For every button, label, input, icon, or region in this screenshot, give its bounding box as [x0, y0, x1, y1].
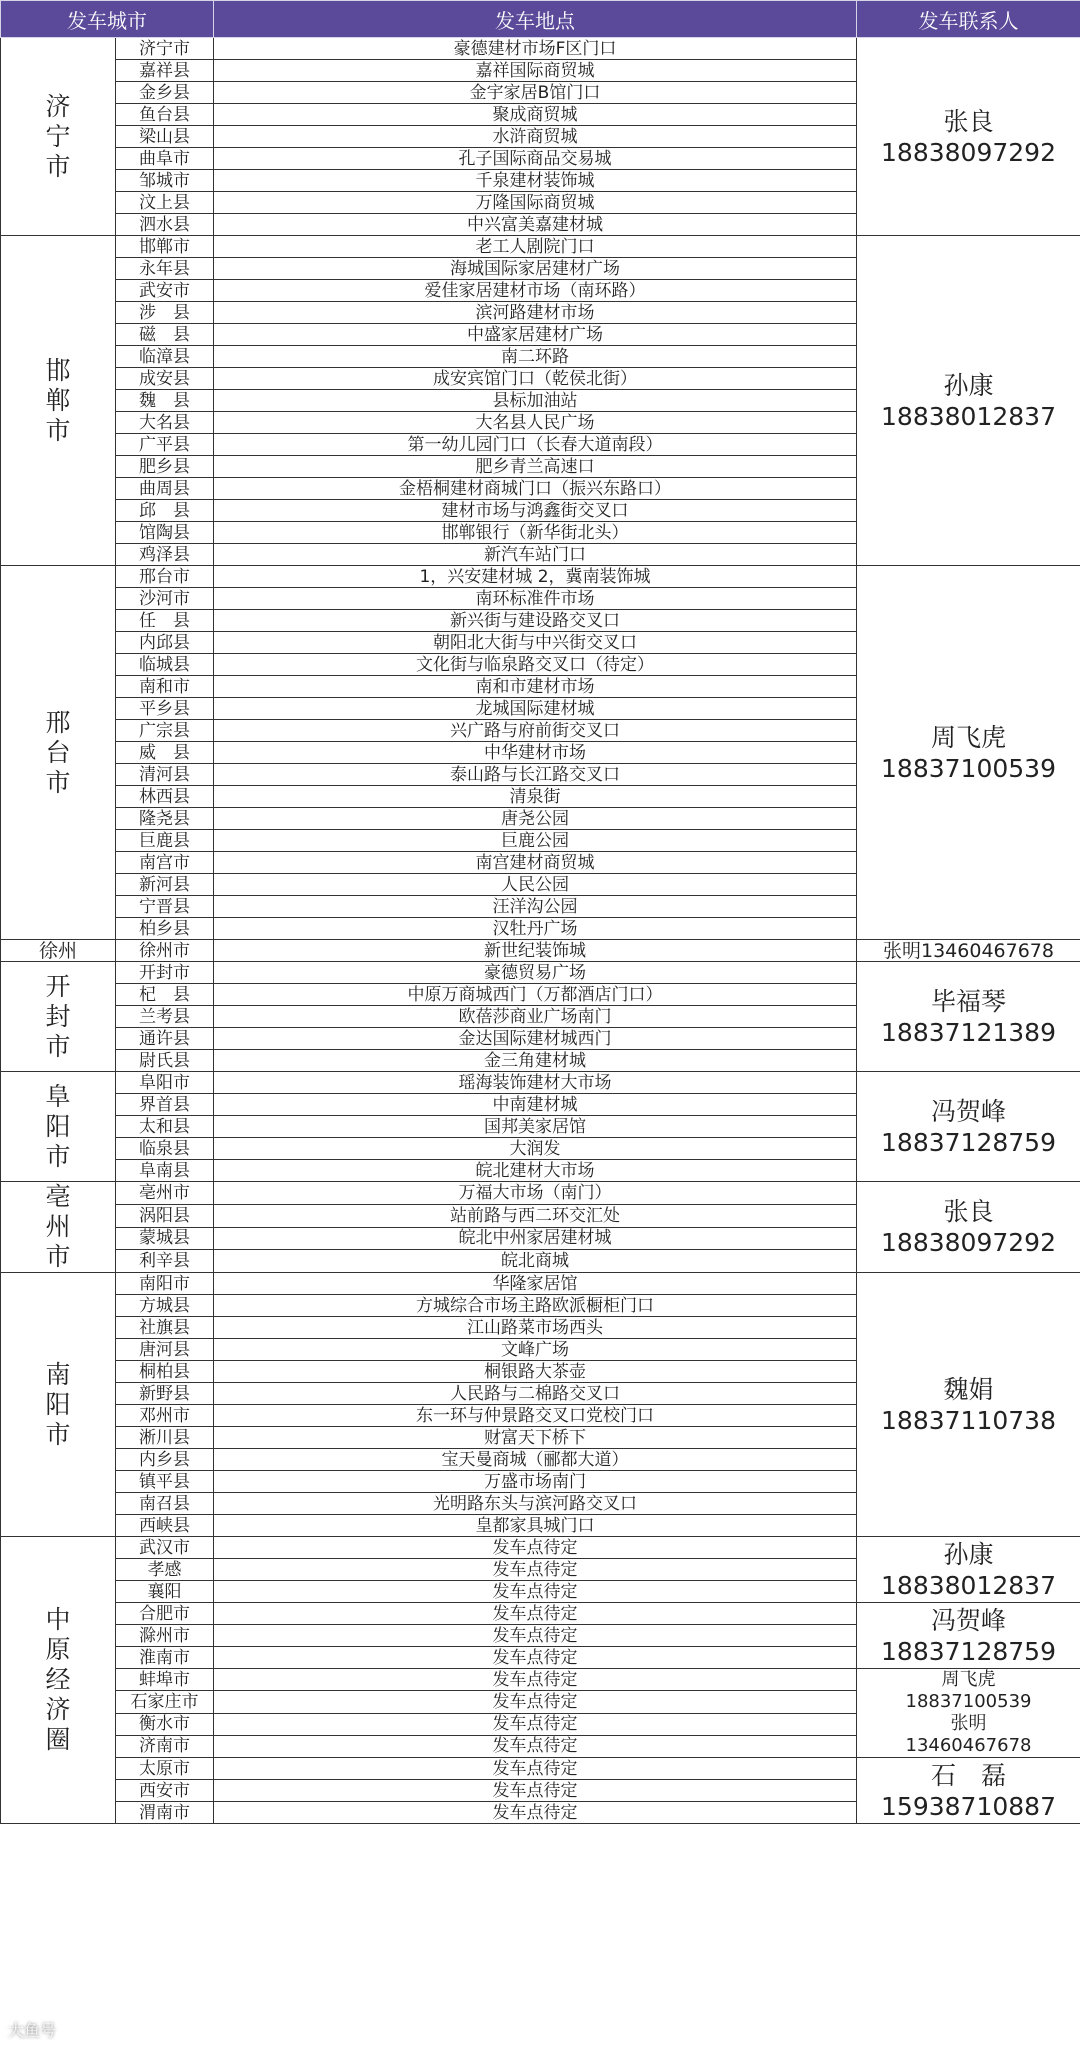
location-cell: 金宇家居B馆门口 [214, 82, 857, 104]
location-cell: 皖北建材大市场 [214, 1160, 857, 1182]
city-cell: 临泉县 [116, 1138, 214, 1160]
contact-phone: 18837128759 [881, 1636, 1056, 1666]
contact-cell [857, 1072, 1080, 1182]
contact-cell [857, 236, 1080, 566]
region-label: 亳州市 [45, 1182, 71, 1271]
location-cell: 聚成商贸城 [214, 104, 857, 126]
location-cell: 发车点待定 [214, 1581, 857, 1603]
city-cell: 邱 县 [116, 500, 214, 522]
location-cell: 中兴富美嘉建材城 [214, 214, 857, 236]
contact-name: 孙康 [943, 370, 994, 400]
contact-phone: 18837100539 [881, 753, 1056, 783]
region-label: 阜阳市 [45, 1081, 71, 1171]
location-cell: 金达国际建材城西门 [214, 1028, 857, 1050]
city-cell: 镇平县 [116, 1471, 214, 1493]
watermark: 大鱼号 [8, 2021, 57, 2040]
location-cell: 发车点待定 [214, 1669, 857, 1691]
location-cell: 第一幼儿园门口（长春大道南段） [214, 434, 857, 456]
contact-phone: 18838012837 [881, 1570, 1056, 1600]
city-cell: 金乡县 [116, 82, 214, 104]
region-cell [1, 1182, 116, 1273]
location-cell: 发车点待定 [214, 1625, 857, 1647]
city-cell: 磁 县 [116, 324, 214, 346]
city-cell: 邯郸市 [116, 236, 214, 258]
city-cell: 亳州市 [116, 1182, 214, 1205]
location-cell: 南环标准件市场 [214, 588, 857, 610]
contact-phone: 13460467678 [905, 1735, 1032, 1756]
contact-name: 周飞虎 [930, 722, 1006, 752]
city-cell: 兰考县 [116, 1006, 214, 1028]
location-cell: 中华建材市场 [214, 742, 857, 764]
city-cell: 方城县 [116, 1295, 214, 1317]
header-contact: 发车联系人 [857, 1, 1080, 38]
contact-name: 张良 [943, 1197, 994, 1226]
city-cell: 武安市 [116, 280, 214, 302]
location-cell: 清泉街 [214, 786, 857, 808]
city-cell: 临漳县 [116, 346, 214, 368]
region-label: 邢台市 [45, 707, 71, 797]
city-cell: 南宫市 [116, 852, 214, 874]
city-cell: 林西县 [116, 786, 214, 808]
location-cell: 文化街与临泉路交叉口（待定） [214, 654, 857, 676]
contact-name: 石 磊 [930, 1760, 1006, 1790]
location-cell: 千泉建材装饰城 [214, 170, 857, 192]
city-cell: 唐河县 [116, 1339, 214, 1361]
city-cell: 肥乡县 [116, 456, 214, 478]
location-cell: 1，兴安建材城 2，冀南装饰城 [214, 566, 857, 588]
region-cell [1, 236, 116, 566]
city-cell: 衡水市 [116, 1713, 214, 1735]
city-cell: 渭南市 [116, 1802, 214, 1824]
city-cell: 汶上县 [116, 192, 214, 214]
location-cell: 新世纪装饰城 [214, 940, 857, 962]
location-cell: 国邦美家居馆 [214, 1116, 857, 1138]
location-cell: 爱佳家居建材市场（南环路） [214, 280, 857, 302]
location-cell: 中原万商城西门（万都酒店门口） [214, 984, 857, 1006]
city-cell: 西安市 [116, 1780, 214, 1802]
city-cell: 泗水县 [116, 214, 214, 236]
contact-name: 张明 [950, 1713, 987, 1734]
city-cell: 邓州市 [116, 1405, 214, 1427]
city-cell: 淅川县 [116, 1427, 214, 1449]
city-cell: 孝感 [116, 1559, 214, 1581]
city-cell: 曲周县 [116, 478, 214, 500]
city-cell: 广宗县 [116, 720, 214, 742]
location-cell: 水浒商贸城 [214, 126, 857, 148]
city-cell: 武汉市 [116, 1537, 214, 1559]
location-cell: 县标加油站 [214, 390, 857, 412]
header-city: 发车城市 [1, 1, 214, 38]
city-cell: 曲阜市 [116, 148, 214, 170]
city-cell: 平乡县 [116, 698, 214, 720]
location-cell: 人民路与二棉路交叉口 [214, 1383, 857, 1405]
location-cell: 朝阳北大街与中兴街交叉口 [214, 632, 857, 654]
contact-cell [857, 1182, 1080, 1273]
table-row [1, 1072, 1080, 1094]
city-cell: 徐州市 [116, 940, 214, 962]
location-cell: 方城综合市场主路欧派橱柜门口 [214, 1295, 857, 1317]
city-cell: 合肥市 [116, 1603, 214, 1625]
city-cell: 滁州市 [116, 1625, 214, 1647]
city-cell: 南和市 [116, 676, 214, 698]
region-label: 开封市 [45, 971, 71, 1061]
location-cell: 成安宾馆门口（乾侯北街） [214, 368, 857, 390]
contact-name: 周飞虎 [941, 1669, 996, 1690]
city-cell: 杞 县 [116, 984, 214, 1006]
region-cell [1, 566, 116, 940]
region-label: 济宁市 [45, 91, 71, 181]
location-cell: 万福大市场（南门） [214, 1182, 857, 1205]
city-cell: 鱼台县 [116, 104, 214, 126]
city-cell: 太和县 [116, 1116, 214, 1138]
city-cell: 梁山县 [116, 126, 214, 148]
location-cell: 东一环与仲景路交叉口党校门口 [214, 1405, 857, 1427]
contact-cell [857, 1603, 1080, 1669]
city-cell: 嘉祥县 [116, 60, 214, 82]
city-cell: 馆陶县 [116, 522, 214, 544]
location-cell: 大名县人民广场 [214, 412, 857, 434]
table-row [1, 1537, 1080, 1559]
city-cell: 西峡县 [116, 1515, 214, 1537]
city-cell: 魏 县 [116, 390, 214, 412]
location-cell: 瑶海装饰建材大市场 [214, 1072, 857, 1094]
table-row [1, 1182, 1080, 1205]
location-cell: 发车点待定 [214, 1802, 857, 1824]
city-cell: 阜南县 [116, 1160, 214, 1182]
location-cell: 华隆家居馆 [214, 1273, 857, 1295]
contact-cell [857, 1537, 1080, 1603]
location-cell: 人民公园 [214, 874, 857, 896]
contact-cell [857, 1273, 1080, 1537]
contact-cell [857, 940, 1080, 962]
location-cell: 皇都家具城门口 [214, 1515, 857, 1537]
region-label: 邯郸市 [45, 355, 71, 445]
table-row [1, 1603, 1080, 1625]
table-row [1, 962, 1080, 984]
table-row [1, 236, 1080, 258]
contact-name: 张明13460467678 [883, 939, 1054, 962]
location-cell: 泰山路与长江路交叉口 [214, 764, 857, 786]
city-cell: 尉氏县 [116, 1050, 214, 1072]
contact-phone: 18837100539 [905, 1691, 1032, 1712]
contact-phone: 18838097292 [881, 137, 1056, 167]
contact-phone: 18838012837 [881, 401, 1056, 431]
location-cell: 海城国际家居建材广场 [214, 258, 857, 280]
city-cell: 威 县 [116, 742, 214, 764]
location-cell: 嘉祥国际商贸城 [214, 60, 857, 82]
location-cell: 大润发 [214, 1138, 857, 1160]
city-cell: 内邱县 [116, 632, 214, 654]
location-cell: 中南建材城 [214, 1094, 857, 1116]
region-cell [1, 1273, 116, 1537]
contact-cell [857, 566, 1080, 940]
city-cell: 清河县 [116, 764, 214, 786]
location-cell: 新汽车站门口 [214, 544, 857, 566]
contact-cell [857, 962, 1080, 1072]
location-cell: 文峰广场 [214, 1339, 857, 1361]
city-cell: 临城县 [116, 654, 214, 676]
contact-name: 冯贺峰 [930, 1096, 1006, 1126]
contact-cell [857, 1669, 1080, 1758]
table-row [1, 566, 1080, 588]
location-cell: 巨鹿公园 [214, 830, 857, 852]
contact-name: 冯贺峰 [930, 1605, 1006, 1635]
location-cell: 汉牡丹广场 [214, 918, 857, 940]
city-cell: 界首县 [116, 1094, 214, 1116]
table-row [1, 38, 1080, 60]
region-cell [1, 1537, 116, 1824]
header-location: 发车地点 [214, 1, 857, 38]
location-cell: 发车点待定 [214, 1735, 857, 1757]
contact-phone: 18837128759 [881, 1127, 1056, 1157]
city-cell: 内乡县 [116, 1449, 214, 1471]
city-cell: 社旗县 [116, 1317, 214, 1339]
city-cell: 涉 县 [116, 302, 214, 324]
location-cell: 老工人剧院门口 [214, 236, 857, 258]
location-cell: 滨河路建材市场 [214, 302, 857, 324]
city-cell: 永年县 [116, 258, 214, 280]
region-cell [1, 1072, 116, 1182]
city-cell: 任 县 [116, 610, 214, 632]
city-cell: 新野县 [116, 1383, 214, 1405]
table-header-row [1, 1, 1080, 38]
region-label: 中原经济圈 [45, 1605, 71, 1754]
city-cell: 邹城市 [116, 170, 214, 192]
contact-phone: 15938710887 [881, 1791, 1056, 1821]
location-cell: 邯郸银行（新华街北头） [214, 522, 857, 544]
location-cell: 兴广路与府前街交叉口 [214, 720, 857, 742]
table-row [1, 1669, 1080, 1691]
city-cell: 涡阳县 [116, 1204, 214, 1227]
region-cell [1, 962, 116, 1072]
location-cell: 欧蓓莎商业广场南门 [214, 1006, 857, 1028]
location-cell: 金三角建材城 [214, 1050, 857, 1072]
city-cell: 通许县 [116, 1028, 214, 1050]
location-cell: 万盛市场南门 [214, 1471, 857, 1493]
location-cell: 发车点待定 [214, 1780, 857, 1802]
city-cell: 阜阳市 [116, 1072, 214, 1094]
location-cell: 豪德建材市场F区门口 [214, 38, 857, 60]
city-cell: 利辛县 [116, 1250, 214, 1273]
city-cell: 济宁市 [116, 38, 214, 60]
location-cell: 万隆国际商贸城 [214, 192, 857, 214]
location-cell: 发车点待定 [214, 1758, 857, 1780]
contact-name: 毕福琴 [930, 986, 1006, 1016]
contact-name: 张良 [943, 106, 994, 136]
contact-phone: 18837110738 [881, 1405, 1056, 1435]
city-cell: 大名县 [116, 412, 214, 434]
location-cell: 皖北中州家居建材城 [214, 1227, 857, 1250]
city-cell: 宁晋县 [116, 896, 214, 918]
contact-cell [857, 1758, 1080, 1824]
location-cell: 发车点待定 [214, 1603, 857, 1625]
location-cell: 皖北商城 [214, 1250, 857, 1273]
location-cell: 桐银路大茶壶 [214, 1361, 857, 1383]
location-cell: 站前路与西二环交汇处 [214, 1204, 857, 1227]
city-cell: 石家庄市 [116, 1691, 214, 1713]
location-cell: 发车点待定 [214, 1537, 857, 1559]
city-cell: 南召县 [116, 1493, 214, 1515]
city-cell: 济南市 [116, 1735, 214, 1757]
city-cell: 南阳市 [116, 1273, 214, 1295]
location-cell: 豪德贸易广场 [214, 962, 857, 984]
city-cell: 淮南市 [116, 1647, 214, 1669]
table-row [1, 940, 1080, 962]
city-cell: 隆尧县 [116, 808, 214, 830]
city-cell: 鸡泽县 [116, 544, 214, 566]
city-cell: 太原市 [116, 1758, 214, 1780]
location-cell: 宝天曼商城（郦都大道） [214, 1449, 857, 1471]
location-cell: 发车点待定 [214, 1691, 857, 1713]
location-cell: 南和市建材市场 [214, 676, 857, 698]
table-body [1, 38, 1080, 1824]
region-cell [1, 38, 116, 236]
contact-phone: 18837121389 [881, 1017, 1056, 1047]
location-cell: 建材市场与鸿鑫街交叉口 [214, 500, 857, 522]
location-cell: 汪洋沟公园 [214, 896, 857, 918]
city-cell: 蒙城县 [116, 1227, 214, 1250]
city-cell: 巨鹿县 [116, 830, 214, 852]
region-cell: 徐州 [1, 940, 116, 962]
location-cell: 肥乡青兰高速口 [214, 456, 857, 478]
location-cell: 中盛家居建材广场 [214, 324, 857, 346]
location-cell: 南二环路 [214, 346, 857, 368]
city-cell: 邢台市 [116, 566, 214, 588]
location-cell: 龙城国际建材城 [214, 698, 857, 720]
location-cell: 孔子国际商品交易城 [214, 148, 857, 170]
city-cell: 桐柏县 [116, 1361, 214, 1383]
city-cell: 蚌埠市 [116, 1669, 214, 1691]
contact-name: 孙康 [943, 1539, 994, 1569]
city-cell: 成安县 [116, 368, 214, 390]
city-cell: 新河县 [116, 874, 214, 896]
location-cell: 新兴街与建设路交叉口 [214, 610, 857, 632]
location-cell: 发车点待定 [214, 1713, 857, 1735]
city-cell: 沙河市 [116, 588, 214, 610]
location-cell: 发车点待定 [214, 1647, 857, 1669]
location-cell: 光明路东头与滨河路交叉口 [214, 1493, 857, 1515]
table-row [1, 1758, 1080, 1780]
contact-phone: 18838097292 [881, 1228, 1056, 1257]
location-cell: 财富天下桥下 [214, 1427, 857, 1449]
city-cell: 襄阳 [116, 1581, 214, 1603]
table-row [1, 1273, 1080, 1295]
location-cell: 发车点待定 [214, 1559, 857, 1581]
location-cell: 南宫建材商贸城 [214, 852, 857, 874]
location-cell: 江山路菜市场西头 [214, 1317, 857, 1339]
location-cell: 唐尧公园 [214, 808, 857, 830]
location-cell: 金梧桐建材商城门口（振兴东路口） [214, 478, 857, 500]
city-cell: 柏乡县 [116, 918, 214, 940]
city-cell: 开封市 [116, 962, 214, 984]
contact-cell [857, 38, 1080, 236]
city-cell: 广平县 [116, 434, 214, 456]
contact-name: 魏娟 [943, 1374, 994, 1404]
region-label: 南阳市 [45, 1359, 71, 1449]
